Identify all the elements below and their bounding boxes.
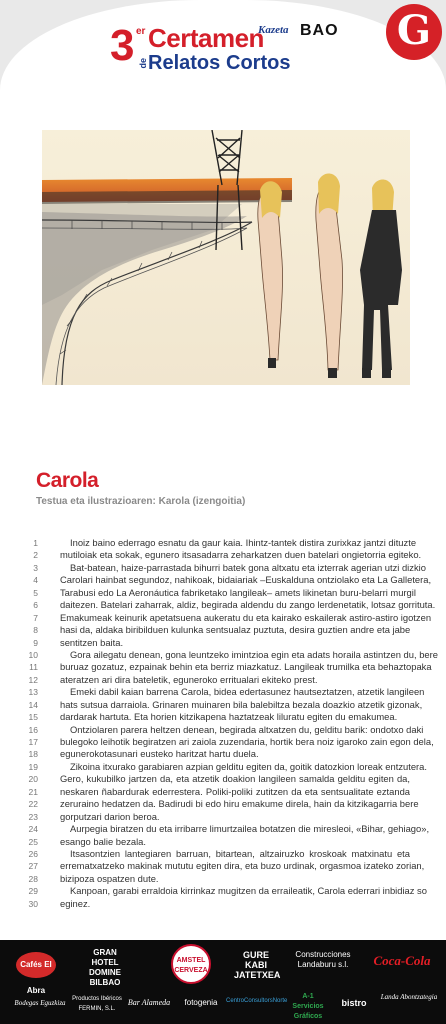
line-text: Gero, kukubilko jartzen da, eta atzetik doakion langileen samalda gelditu egiten da,	[60, 773, 410, 785]
line-text: egunerokotasunari eusteko haritzat hartu duela.	[60, 748, 259, 760]
text-line	[26, 811, 416, 823]
line-number: 3	[33, 562, 38, 573]
line-number: 22	[28, 799, 38, 810]
text-line	[26, 574, 432, 586]
line-number: 1	[33, 538, 38, 548]
text-line	[26, 823, 430, 835]
line-text: dardarak hartuta. Eta horien kitzikapena haztatzeak liluratu egiten du emakumea.	[60, 711, 398, 723]
line-text: sentitzen baita.	[60, 636, 124, 648]
text-line	[26, 611, 432, 624]
line-number: 30	[28, 898, 38, 909]
line-number: 25	[28, 836, 38, 847]
sponsor-landaburu: Construcciones Landaburu s.l.	[295, 950, 351, 969]
text-line	[26, 873, 416, 885]
contest-de: de	[138, 58, 148, 69]
sponsor-gran-hotel-domine: GRAN HOTEL DOMINE BILBAO	[89, 948, 121, 987]
line-text: buruaz gozatuz, ezpainak behin eta berriz miazkatuz. Langileak trumilka eta behaztopaka	[60, 661, 432, 673]
sponsor-bistro: bistro	[341, 998, 367, 1008]
contest-header	[108, 18, 338, 80]
line-text: Gora ailegatu denean, gona leuntzeko imintzioa egin eta adats horaila astintzen du, bere	[70, 648, 438, 660]
line-text: Zikoina itxurako garabiaren azpian gelditu egiten da, goitik datozkion loreak entzutera.	[70, 760, 427, 772]
contest-cortos: Cortos	[226, 52, 291, 74]
line-number: 15	[28, 712, 38, 723]
line-number: 29	[28, 886, 38, 897]
contest-ordinal: er	[136, 26, 146, 37]
sponsor-fotogenia: fotogenia	[184, 998, 218, 1007]
story-title: Carola	[36, 469, 99, 492]
line-number: 9	[33, 637, 38, 648]
line-text: Ontziolaren parera heltzen denean, begirada altxatzen du, gelditu barik: ondotxo daki	[70, 723, 424, 735]
line-number: 17	[28, 737, 38, 747]
text-line	[26, 549, 422, 561]
sponsor-ccn: CentroConsultorsNorte	[226, 998, 288, 1004]
text-line	[26, 773, 416, 785]
kazeta-logo: Kazeta	[258, 24, 289, 36]
line-text: esango balie bezala.	[60, 835, 147, 847]
text-line	[26, 885, 427, 897]
line-text: mutiloiak eta sokak, egunero itsasadarra zeharkatzen duen batelari ongietorria egiteko.	[60, 549, 422, 561]
line-text: Tarabusi edo La Aeronáutica fabriketako langileak– amets likinetan buru-belarri murgil	[60, 586, 416, 598]
line-text: Emeki dabil kaian barrena Carola, bidea edertasunez hautseztatzen, atzetik langileen	[70, 686, 425, 698]
line-text: neskaren ñabardurak ederrestera. Poliki-poliki zutitzen da eta sentsualitate eztanda	[60, 785, 410, 797]
story-credit: Testua eta ilustrazioaren: Karola (izengoitia)	[36, 496, 246, 507]
contest-number: 3	[110, 21, 135, 70]
publisher-logo-icon: G	[386, 4, 442, 60]
text-line	[26, 848, 416, 860]
line-number: 28	[28, 873, 38, 884]
text-line	[26, 860, 425, 872]
sponsor-amstel: AMSTEL CERVEZA	[164, 944, 218, 984]
line-number: 11	[29, 662, 38, 673]
text-line	[26, 798, 419, 810]
line-number: 5	[33, 587, 38, 598]
sponsor-bar-alameda: Bar Alameda	[127, 998, 171, 1007]
line-number: 12	[28, 674, 38, 685]
text-line	[26, 736, 434, 748]
line-number: 20	[28, 774, 38, 785]
line-text: errematxatzeko makinak mututu egiten dira, eta buzo urdinak, orgasmoa izateko zorian,	[60, 860, 425, 872]
line-number: 8	[33, 625, 38, 636]
line-number: 24	[28, 824, 38, 835]
text-line	[26, 637, 416, 649]
line-number: 7	[33, 612, 38, 623]
text-line	[26, 661, 432, 673]
text-line	[26, 686, 425, 698]
text-line	[26, 674, 416, 686]
text-line	[26, 648, 438, 661]
line-number: 16	[28, 724, 38, 735]
text-line	[26, 786, 416, 798]
line-number: 10	[28, 649, 38, 660]
story-text	[26, 537, 438, 910]
bao-logo: BAO	[300, 22, 339, 39]
text-line	[26, 760, 427, 773]
line-text: Inoiz baino ederrago esnatu da gaur kaia. Ihintz-tantek distira zurixkaz jantzi dituzte	[70, 537, 417, 548]
line-text: eginez.	[60, 897, 91, 909]
line-number: 18	[28, 749, 38, 760]
line-number: 2	[33, 550, 38, 561]
line-number: 23	[28, 811, 38, 822]
line-text: daitezen. Batelari zaharrak, aldiz, begirada aldendu du zango lerdenetatik, lotsaz gorrituta.	[60, 599, 436, 611]
text-line	[26, 561, 426, 574]
contest-certamen: Certamen	[148, 23, 264, 53]
line-text: gorputzari darion beroa.	[60, 810, 160, 822]
line-number: 21	[28, 786, 38, 797]
sponsor-fermin: Productos Ibéricos FERMIN, S.L.	[72, 996, 122, 1012]
line-text: Itsasontzien lantegiaren barruan, bitartean, altzairuzko kroskoak matxinatu eta	[70, 847, 410, 859]
line-text: Emakumeak keinurik apetatsuena aukeratu du eta kairako eskailerak astiro-astiro igotzen	[60, 611, 432, 623]
line-text: zeruraino hedatzen da. Badirudi bi edo hiru emakume direla, hain da kitzikagarria bere	[60, 798, 419, 810]
line-text: bizipoza ospatzen dute.	[60, 872, 159, 884]
sponsor-bodegas-eguzkiza: Bodegas Eguzkiza	[14, 999, 66, 1007]
text-line	[26, 624, 416, 636]
sponsor-gure-kabi: GURE KABI JATETXEA	[234, 950, 281, 980]
sponsor-a1: A-1 Servicios Gráficos	[292, 993, 324, 1020]
line-number: 19	[28, 761, 38, 772]
line-text: hasi da, aldaka biribilduen kulunka sentsualaz puztuta, desira guztien andre eta jabe	[60, 624, 411, 636]
sponsor-landa: Landa Abontzategia	[380, 993, 438, 1001]
sponsor-cafes-el-abra: Cafés El Abra	[14, 952, 58, 978]
line-text: hats sutsua darraiola. Grinaren muinaren bila balebiltza bezala doazkio atzetik gizonak,	[60, 698, 423, 710]
text-line	[26, 587, 416, 599]
story-illustration	[42, 130, 410, 385]
line-number: 26	[28, 848, 38, 859]
text-line	[26, 537, 416, 549]
line-number: 13	[28, 687, 38, 698]
sponsor-coca-cola: Coca-Cola	[373, 953, 431, 968]
text-line	[26, 836, 416, 848]
text-line	[26, 599, 436, 611]
text-line	[26, 748, 416, 760]
text-line	[26, 723, 424, 736]
line-text: ateratzen ari dira bateletik, eguneroko erritualari ekiteko prest.	[60, 673, 318, 685]
line-text: Kanpoan, garabi erraldoia kirrinkaz mugitzen da erraileatik, Carola ederrari inbidiaz so	[70, 885, 427, 897]
line-text: Aurpegia biratzen du eta irribarre limurtzailea botatzen die miresleoi, «Bihar, gehiago»,	[70, 823, 430, 835]
line-number: 27	[28, 861, 38, 872]
line-number: 14	[28, 699, 38, 710]
line-number: 6	[33, 600, 38, 611]
text-line	[26, 698, 423, 711]
line-number: 4	[33, 575, 38, 586]
text-line	[26, 898, 416, 910]
line-text: Bat-batean, haize-parrastada bihurri batek gona altxatu eta izterrak agerian utzi dizkio	[70, 561, 426, 573]
line-text: Carolari hainbat segundoz, nahikoak, bidaiariak –Euskalduna ontziolako eta La Galletera,	[60, 574, 432, 586]
sponsors-bar	[0, 940, 446, 1024]
contest-relatos: Relatos	[148, 52, 221, 74]
line-text: bulegoko leihotik begiratzen ari zaiola zuzendaria, hortik bera noiz igaroko zain egon dela,	[60, 736, 434, 747]
text-line	[26, 711, 416, 723]
